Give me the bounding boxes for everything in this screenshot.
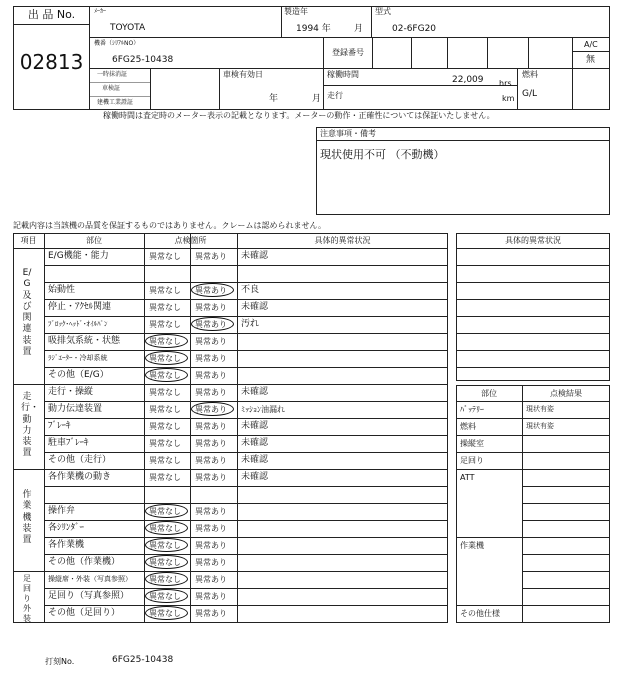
row-status: 汚れ (241, 319, 260, 329)
inspection-expiry-label: 車検有効日 (223, 70, 263, 79)
check-normal: 異常なし (149, 388, 181, 397)
model-value: 02-6FG20 (392, 24, 437, 34)
remarks-label: 注意事項・備考 (320, 129, 376, 138)
check-normal: 異常なし (149, 456, 181, 465)
row-part: 各ｼﾘﾝﾀﾞｰ (48, 523, 85, 533)
distance-unit: km (502, 94, 515, 103)
row-part: 吸排気系統・状態 (48, 336, 121, 346)
check-normal: 異常なし (149, 575, 181, 584)
row-part: その他（足回り） (48, 608, 121, 618)
year-value: 1994 年 (296, 24, 331, 34)
hours-disclaimer: 稼働時間は査定時のメーター表示の記載となります。メーターの動作・正確性については保証いたしません。 (103, 111, 495, 120)
check-normal: 異常なし (149, 252, 181, 261)
circle-abnormal-mark (191, 283, 234, 297)
stamp-label: 打刻No. (45, 657, 75, 666)
group-work: 作業機装置 (22, 490, 32, 545)
circle-normal-mark (145, 606, 188, 620)
row-part: ﾌﾞﾛｯｸ･ﾍｯﾄﾞ･ｵｲﾙﾊﾟﾝ (48, 320, 108, 328)
ac-value: 無 (586, 55, 596, 65)
maker-label: ﾒｰｶｰ (94, 8, 107, 15)
circle-abnormal-mark (191, 402, 234, 416)
group-engine: E/G及び関連装置 (22, 268, 32, 357)
check-abnormal: 異常あり (195, 575, 227, 584)
result-header-part: 部位 (481, 389, 497, 398)
circle-normal-mark (145, 504, 188, 518)
row-part: 各作業機 (48, 540, 85, 550)
cert-machinery: 建機工業證証 (97, 99, 134, 106)
row-status: 未確認 (241, 421, 269, 431)
row-part: 始動性 (48, 285, 76, 295)
right-top-box (456, 233, 610, 381)
check-normal: 異常なし (149, 320, 181, 329)
inspection-year-unit: 年 (269, 94, 279, 104)
check-abnormal: 異常あり (195, 507, 227, 516)
circle-normal-mark (145, 521, 188, 535)
header-item: 項目 (20, 236, 37, 245)
check-normal: 異常なし (149, 609, 181, 618)
stamp-value: 6FG25-10438 (112, 655, 174, 665)
check-normal: 異常なし (149, 541, 181, 550)
fuel-value: G/L (522, 89, 538, 99)
check-normal: 異常なし (149, 405, 181, 414)
check-normal: 異常なし (149, 524, 181, 533)
check-normal: 異常なし (149, 592, 181, 601)
fuel-label: 燃料 (522, 70, 538, 79)
check-abnormal: 異常あり (195, 320, 227, 329)
row-part: その他（E/G） (48, 370, 109, 380)
check-abnormal: 異常あり (195, 405, 227, 414)
check-normal: 異常なし (149, 507, 181, 516)
row-status: 未確認 (241, 455, 269, 465)
result-part: ﾊﾞｯﾃﾘｰ (460, 405, 484, 414)
row-status: ﾐｯｼｮﾝ油漏れ (241, 405, 285, 414)
inspection-month-unit: 月 (312, 94, 322, 104)
result-part: ATT (460, 473, 475, 482)
check-abnormal: 異常あり (195, 473, 227, 482)
check-abnormal: 異常あり (195, 439, 227, 448)
serial-value: 6FG25-10438 (112, 55, 174, 65)
row-part: 駐車ﾌﾞﾚｰｷ (48, 438, 89, 448)
result-value: 現状有姿 (526, 422, 554, 430)
row-part: 走行・操縦 (48, 387, 94, 397)
check-normal: 異常なし (149, 422, 181, 431)
check-abnormal: 異常あり (195, 354, 227, 363)
row-part: その他（作業機） (48, 557, 121, 567)
result-part: 作業機 (460, 541, 484, 550)
check-abnormal: 異常あり (195, 252, 227, 261)
row-status: 不良 (241, 285, 260, 295)
year-label: 製造年 (284, 7, 308, 16)
lot-number: 02813 (19, 50, 84, 74)
row-part: E/G機能・能力 (48, 251, 109, 261)
result-part: その他仕様 (460, 609, 500, 618)
circle-normal-mark (145, 572, 188, 586)
lot-label: 出 品 No. (27, 8, 76, 21)
check-normal: 異常なし (149, 337, 181, 346)
check-abnormal: 異常あり (195, 524, 227, 533)
check-abnormal: 異常あり (195, 303, 227, 312)
check-normal: 異常なし (149, 303, 181, 312)
check-abnormal: 異常あり (195, 609, 227, 618)
row-status: 未確認 (241, 251, 269, 261)
check-normal: 異常なし (149, 286, 181, 295)
circle-normal-mark (145, 368, 188, 382)
check-abnormal: 異常あり (195, 337, 227, 346)
row-part: 足回り（写真参照） (48, 591, 130, 601)
group-drive: 走行・動力装置 (21, 392, 40, 459)
result-value: 現状有姿 (526, 405, 554, 413)
cert-temporary-deregistration: 一時抹消証 (97, 71, 128, 78)
row-status: 未確認 (241, 472, 269, 482)
check-abnormal: 異常あり (195, 541, 227, 550)
quality-disclaimer: 記載内容は当該機の品質を保証するものではありません。クレームは認められません。 (13, 221, 326, 230)
circle-abnormal-mark (191, 317, 234, 331)
result-part: 足回り (460, 456, 484, 465)
check-normal: 異常なし (149, 439, 181, 448)
check-normal: 異常なし (149, 354, 181, 363)
result-header-result: 点検結果 (550, 389, 582, 398)
row-part: 操作弁 (48, 506, 76, 516)
year-month-unit: 月 (354, 24, 364, 34)
header-checkpoint: 点検箇所 (174, 236, 207, 245)
maker-value: TOYOTA (110, 23, 146, 33)
serial-label: 機番（ｼﾘｱﾙNO） (94, 40, 140, 47)
registration-label: 登録番号 (332, 48, 364, 57)
row-part: 停止・ｱｸｾﾙ関連 (48, 302, 112, 312)
circle-normal-mark (145, 589, 188, 603)
hours-value: 22,009 (452, 75, 484, 85)
ac-label: A/C (584, 40, 598, 49)
check-abnormal: 異常あり (195, 456, 227, 465)
header-abnormal-details: 具体的異常状況 (314, 236, 371, 245)
check-normal: 異常なし (149, 558, 181, 567)
check-abnormal: 異常あり (195, 388, 227, 397)
check-abnormal: 異常あり (195, 558, 227, 567)
row-status: 未確認 (241, 438, 269, 448)
circle-normal-mark (145, 334, 188, 348)
row-status: 未確認 (241, 387, 269, 397)
circle-normal-mark (145, 538, 188, 552)
check-abnormal: 異常あり (195, 422, 227, 431)
row-status: 未確認 (241, 302, 269, 312)
row-part: 動力伝達装置 (48, 404, 103, 414)
result-part: 燃料 (460, 422, 476, 431)
circle-normal-mark (145, 555, 188, 569)
row-part: ﾌﾞﾚｰｷ (48, 421, 71, 431)
hours-label: 稼働時間 (327, 70, 359, 79)
row-part: 操縦席・外装（写真参照） (48, 575, 132, 583)
check-normal: 異常なし (149, 473, 181, 482)
check-normal: 異常なし (149, 371, 181, 380)
row-part: その他（走行） (48, 455, 112, 465)
result-part: 操縦室 (460, 439, 484, 448)
remarks-text: 現状使用不可 （不動機） (320, 148, 445, 161)
row-part: ﾗｼﾞｴｰﾀｰ・冷却系統 (48, 354, 108, 362)
distance-label: 走行 (327, 91, 343, 100)
hours-unit: hrs (499, 79, 512, 88)
check-abnormal: 異常あり (195, 371, 227, 380)
group-undercarriage: 足回り外装 (23, 574, 31, 623)
check-abnormal: 異常あり (195, 592, 227, 601)
model-label: 型式 (375, 7, 391, 16)
header-part: 部位 (86, 236, 102, 245)
right-top-header: 具体的異常状況 (505, 236, 561, 245)
circle-normal-mark (145, 351, 188, 365)
check-abnormal: 異常あり (195, 286, 227, 295)
cert-inspection: 車検証 (102, 85, 121, 92)
row-part: 各作業機の動き (48, 472, 112, 482)
